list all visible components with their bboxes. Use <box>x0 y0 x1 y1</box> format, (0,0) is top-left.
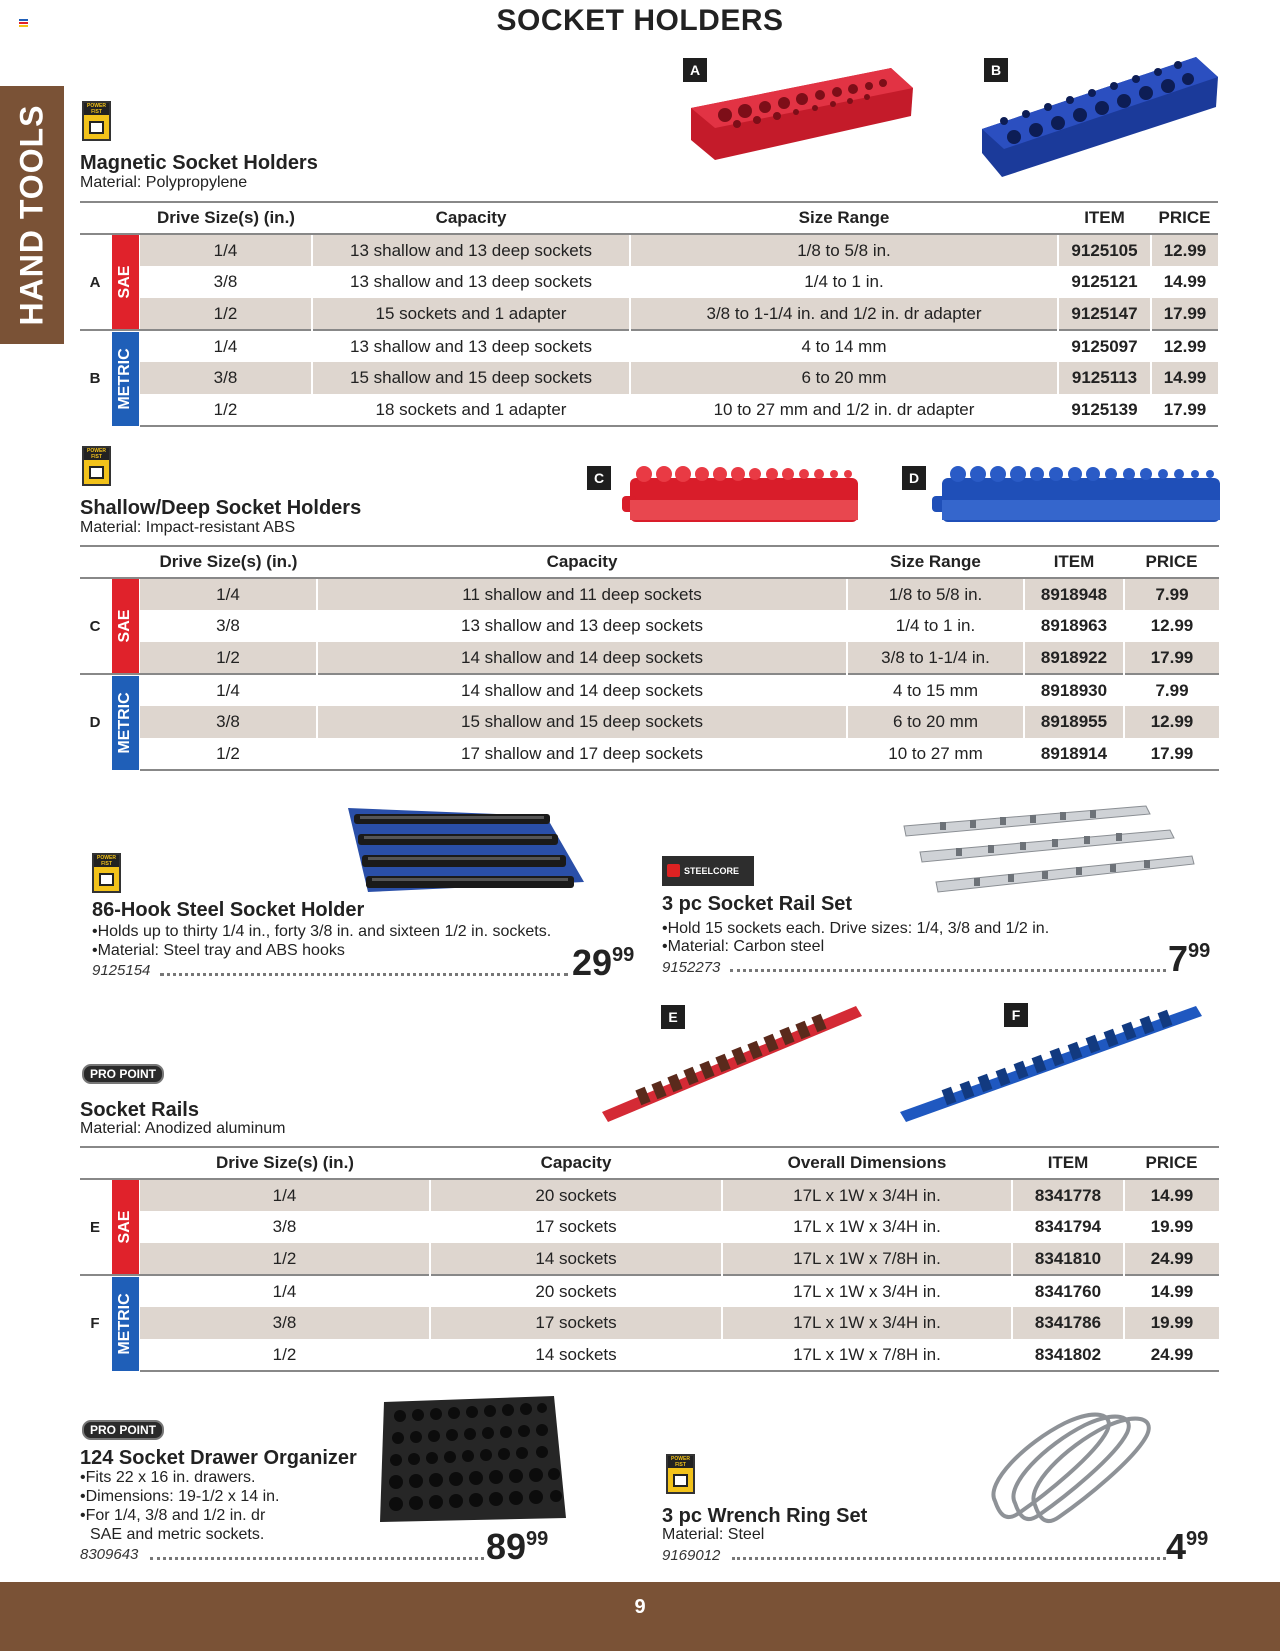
product1-bullet-1: •Holds up to thirty 1/4 in., forty 3/8 in. and sixteen 1/2 in. sockets. <box>92 923 552 940</box>
steelcore-logo: STEELCORE <box>662 856 754 886</box>
col-drive: Drive Size(s) (in.) <box>140 1147 430 1179</box>
table-row: 1/2 15 sockets and 1 adapter 3/8 to 1-1/4 in. and 1/2 in. dr adapter 9125147 17.99 <box>80 298 1218 330</box>
power-fist-logo: POWER FIST <box>82 101 111 141</box>
table-row: B METRIC 1/4 13 shallow and 13 deep sockets 4 to 14 mm 9125097 12.99 <box>80 330 1218 362</box>
label-a: A <box>683 58 707 82</box>
sae-band: SAE <box>112 235 139 329</box>
table-row: A SAE 1/4 13 shallow and 13 deep sockets 1/8 to 5/8 in. 9125105 12.99 <box>80 234 1218 266</box>
product3-bullet-1: •Fits 22 x 16 in. drawers. <box>80 1469 256 1486</box>
product2-bullet-2: •Material: Carbon steel <box>662 938 825 955</box>
product3-sku: 8309643 <box>80 1546 139 1563</box>
col-size-range: Size Range <box>630 202 1058 234</box>
col-dimensions: Overall Dimensions <box>722 1147 1012 1179</box>
product1-sku: 9125154 <box>92 962 151 979</box>
table-row: 3/8 17 sockets 17L x 1W x 3/4H in. 8341786 19.99 <box>80 1307 1219 1339</box>
col-size-range: Size Range <box>847 546 1024 578</box>
product4-leader-dots <box>732 1557 1166 1560</box>
table-row: 3/8 13 shallow and 13 deep sockets 1/4 to 1 in. 9125121 14.99 <box>80 266 1218 298</box>
table-row: D METRIC 1/4 14 shallow and 14 deep sockets 4 to 15 mm 8918930 7.99 <box>80 674 1219 706</box>
product1-leader-dots <box>160 973 568 976</box>
pro-point-logo: PRO POINT <box>82 1064 164 1084</box>
side-tab <box>0 86 64 344</box>
table-row: C SAE 1/4 11 shallow and 11 deep sockets 1/8 to 5/8 in. 8918948 7.99 <box>80 578 1219 610</box>
col-drive: Drive Size(s) (in.) <box>140 202 312 234</box>
table-row: 1/2 17 shallow and 17 deep sockets 10 to 27 mm 8918914 17.99 <box>80 738 1219 770</box>
product4-sku: 9169012 <box>662 1547 721 1564</box>
table-row: 3/8 13 shallow and 13 deep sockets 1/4 to 1 in. 8918963 12.99 <box>80 610 1219 642</box>
product1-title: 86-Hook Steel Socket Holder <box>92 899 365 921</box>
power-fist-logo: POWER FIST <box>666 1454 695 1494</box>
table-row: 1/2 14 sockets 17L x 1W x 7/8H in. 8341802 24.99 <box>80 1339 1219 1371</box>
group-label-c: C <box>89 617 101 635</box>
table-row: 1/2 14 sockets 17L x 1W x 7/8H in. 8341810 24.99 <box>80 1243 1219 1275</box>
magnetic-holder-red-image <box>685 60 917 168</box>
label-e: E <box>661 1005 685 1029</box>
table-row: F METRIC 1/4 20 sockets 17L x 1W x 3/4H in. 8341760 14.99 <box>80 1275 1219 1307</box>
power-fist-logo: POWER FIST <box>82 446 111 486</box>
section1-table <box>80 201 1218 427</box>
table-row: 3/8 17 sockets 17L x 1W x 3/4H in. 8341794 19.99 <box>80 1211 1219 1243</box>
pro-point-logo: PRO POINT <box>82 1420 164 1440</box>
section2-title: Shallow/Deep Socket Holders <box>80 497 362 519</box>
section1-material: Material: Polypropylene <box>80 174 248 191</box>
shallow-deep-holder-blue-image <box>932 462 1224 528</box>
group-label-f: F <box>80 1275 110 1371</box>
product2-price: $7^{99}$ <box>1168 938 1211 979</box>
product4-material: Material: Steel <box>662 1526 765 1543</box>
product3-bullet-4: SAE and metric sockets. <box>90 1526 265 1543</box>
socket-rail-blue-image <box>896 1000 1206 1126</box>
group-label-d: D <box>80 674 110 770</box>
product3-bullet-2: •Dimensions: 19-1/2 x 14 in. <box>80 1488 280 1505</box>
col-capacity: Capacity <box>312 202 630 234</box>
col-price: PRICE <box>1124 1147 1219 1179</box>
col-item: ITEM <box>1012 1147 1124 1179</box>
table-row: E SAE 1/4 20 sockets 17L x 1W x 3/4H in. 8341778 14.99 <box>80 1179 1219 1211</box>
section1-title: Magnetic Socket Holders <box>80 152 318 174</box>
product4-title: 3 pc Wrench Ring Set <box>662 1505 868 1527</box>
table-row: 1/2 18 sockets and 1 adapter 10 to 27 mm and 1/2 in. dr adapter 9125139 17.99 <box>80 394 1218 426</box>
hook-socket-holder-image <box>346 804 586 896</box>
magnetic-holder-blue-image <box>978 55 1222 180</box>
product1-price: $29^{99}$ <box>572 942 635 983</box>
metric-band: METRIC <box>112 676 139 770</box>
sae-band: SAE <box>112 579 139 673</box>
drawer-organizer-image <box>378 1394 568 1524</box>
product2-title: 3 pc Socket Rail Set <box>662 893 853 915</box>
label-d: D <box>902 466 926 490</box>
table-row: 3/8 15 shallow and 15 deep sockets 6 to 20 mm 8918955 12.99 <box>80 706 1219 738</box>
sae-band: SAE <box>112 1180 139 1274</box>
socket-rail-red-image <box>598 1000 864 1126</box>
section3-material: Material: Anodized aluminum <box>80 1120 286 1137</box>
col-price: PRICE <box>1124 546 1219 578</box>
col-drive: Drive Size(s) (in.) <box>140 546 317 578</box>
col-capacity: Capacity <box>430 1147 722 1179</box>
product2-leader-dots <box>730 969 1166 972</box>
table-row: 1/2 14 shallow and 14 deep sockets 3/8 to 1-1/4 in. 8918922 17.99 <box>80 642 1219 674</box>
group-label-e: E <box>89 1218 100 1236</box>
col-item: ITEM <box>1058 202 1151 234</box>
metric-band: METRIC <box>112 1277 139 1371</box>
label-c: C <box>587 466 611 490</box>
wrench-ring-set-image <box>985 1403 1155 1525</box>
page-number: 9 <box>634 1596 646 1618</box>
col-capacity: Capacity <box>317 546 847 578</box>
product2-sku: 9152273 <box>662 959 721 976</box>
side-tab-label: HAND TOOLS <box>13 104 50 326</box>
table-row: 3/8 15 shallow and 15 deep sockets 6 to 20 mm 9125113 14.99 <box>80 362 1218 394</box>
section2-material: Material: Impact-resistant ABS <box>80 519 296 536</box>
col-item: ITEM <box>1024 546 1124 578</box>
col-price: PRICE <box>1151 202 1218 234</box>
product1-bullet-2: •Material: Steel tray and ABS hooks <box>92 942 345 959</box>
metric-band: METRIC <box>112 332 139 426</box>
product3-leader-dots <box>150 1557 484 1560</box>
page-title: SOCKET HOLDERS <box>496 4 784 37</box>
section3-title: Socket Rails <box>80 1099 199 1121</box>
shallow-deep-holder-red-image <box>622 462 862 528</box>
group-label-a: A <box>89 273 101 291</box>
product3-bullet-3: •For 1/4, 3/8 and 1/2 in. dr <box>80 1507 266 1524</box>
power-fist-logo: POWER FIST <box>92 853 121 893</box>
section2-table <box>80 545 1219 771</box>
product3-title: 124 Socket Drawer Organizer <box>80 1447 357 1469</box>
label-f: F <box>1004 1003 1028 1027</box>
section3-table <box>80 1146 1219 1372</box>
footer-bar <box>0 1582 1280 1651</box>
product2-bullet-1: •Hold 15 sockets each. Drive sizes: 1/4, 3/8 and 1/2 in. <box>662 920 1050 937</box>
product4-price: $4^{99}$ <box>1166 1526 1209 1567</box>
socket-rail-set-image <box>900 800 1196 900</box>
label-b: B <box>984 58 1008 82</box>
product3-price: $89^{99}$ <box>486 1526 549 1567</box>
group-label-b: B <box>80 330 110 426</box>
